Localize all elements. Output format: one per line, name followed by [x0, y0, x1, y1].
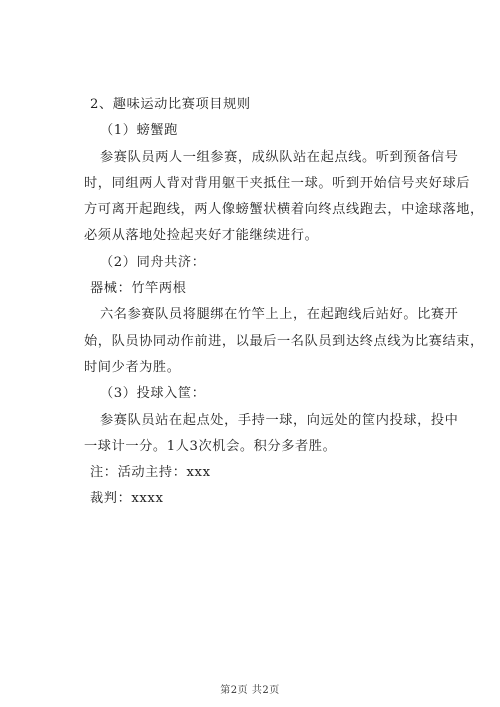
page-footer: 第2页 共2页	[220, 685, 280, 696]
paragraph-line: 一球计一分。1人3次机会。积分多者胜。	[84, 438, 337, 454]
paragraph-line: 方可离开起跑线，两人像螃蟹状横着向终点线跑去，中途球落地，	[84, 202, 484, 218]
paragraph-line: 时，同组两人背对背用躯干夹抵住一球。听到开始信号夹好球后	[84, 175, 471, 191]
document-body	[84, 92, 484, 513]
paragraph-line: 参赛队员站在起点处，手持一球，向远处的筐内投球，投中	[100, 412, 459, 428]
item-heading-crab-run: （1）螃蟹跑	[100, 123, 178, 139]
paragraph-line: 六名参赛队员将腿绑在竹竿上上，在起跑线后站好。比赛开	[100, 307, 459, 323]
item-heading-same-boat: （2）同舟共济：	[100, 254, 206, 270]
paragraph-line: 始，队员协同动作前进，以最后一名队员到达终点线为比赛结束，	[84, 333, 484, 349]
host-note: 注：活动主持：xxx	[90, 465, 211, 481]
item-heading-ball-toss: （3）投球入筐：	[100, 386, 206, 402]
judge-note: 裁判：xxxx	[90, 491, 164, 507]
paragraph-line: 时间少者为胜。	[84, 359, 181, 375]
section-title: 2、趣味运动比赛项目规则	[90, 97, 251, 112]
equipment-line: 器械：竹竿两根	[90, 281, 187, 297]
paragraph-line: 必须从落地处捡起夹好才能继续进行。	[84, 228, 319, 244]
paragraph-line: 参赛队员两人一组参赛，成纵队站在起点线。听到预备信号	[100, 149, 459, 165]
